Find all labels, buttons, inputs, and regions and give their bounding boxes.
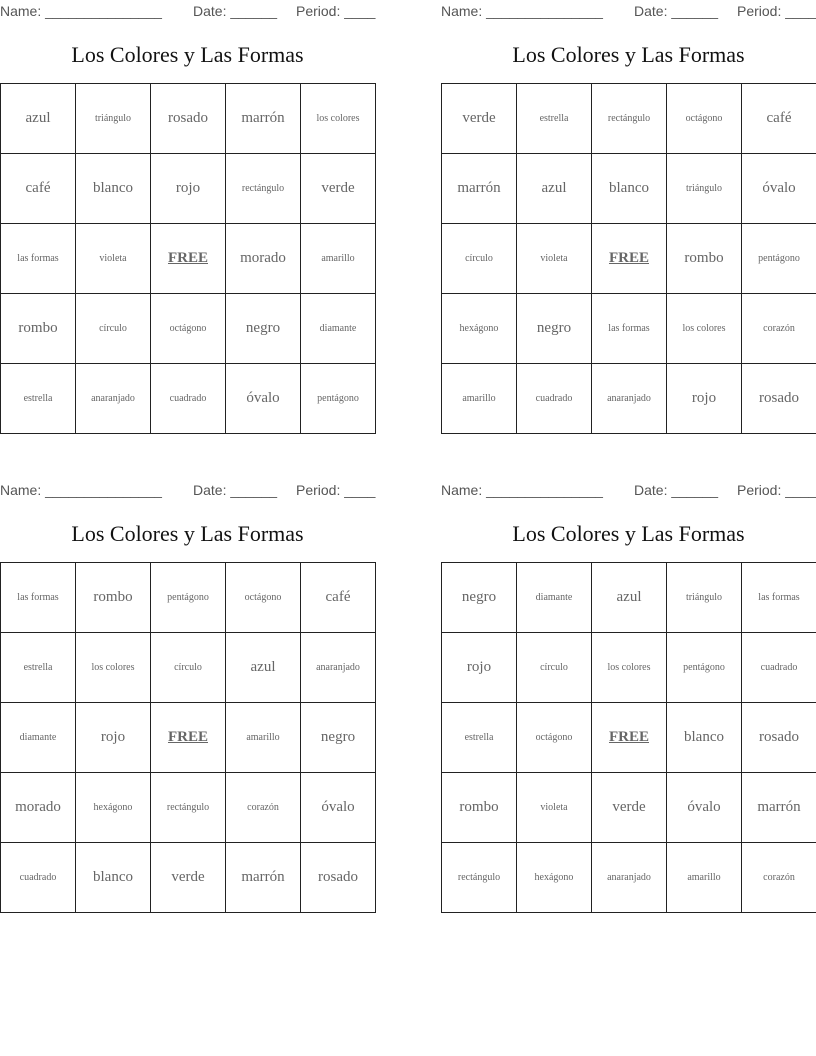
bingo-cell: hexágono [442, 294, 517, 364]
bingo-cell: hexágono [76, 773, 151, 843]
bingo-cell: amarillo [442, 364, 517, 434]
grid-row [442, 294, 816, 364]
bingo-cell: blanco [76, 843, 151, 913]
bingo-cell: óvalo [226, 364, 301, 434]
bingo-cell: pentágono [301, 364, 376, 434]
card-header [0, 480, 376, 500]
grid-row [442, 703, 816, 773]
period-field-label: Period: ____ [296, 3, 376, 19]
free-space: FREE [592, 703, 667, 773]
bingo-cell: negro [226, 294, 301, 364]
bingo-cell: cuadrado [1, 843, 76, 913]
period-field-label: Period: ____ [737, 3, 816, 19]
bingo-cell: octágono [517, 703, 592, 773]
bingo-cell: triángulo [667, 154, 742, 224]
name-field-label: Name: _______________ [441, 482, 603, 498]
bingo-cell: rectángulo [226, 154, 301, 224]
bingo-cell: rosado [301, 843, 376, 913]
bingo-cell: cuadrado [151, 364, 226, 434]
bingo-cell: anaranjado [301, 633, 376, 703]
free-space: FREE [592, 224, 667, 294]
bingo-cell: pentágono [151, 563, 226, 633]
bingo-cell: círculo [442, 224, 517, 294]
bingo-cell: círculo [517, 633, 592, 703]
bingo-cell: triángulo [667, 563, 742, 633]
bingo-cell: violeta [517, 773, 592, 843]
bingo-cell: rosado [151, 84, 226, 154]
free-space: FREE [151, 703, 226, 773]
bingo-grid [441, 562, 816, 913]
bingo-cell: verde [151, 843, 226, 913]
grid-row [442, 364, 816, 434]
grid-row [442, 843, 816, 913]
bingo-cell: marrón [442, 154, 517, 224]
bingo-grid [441, 83, 816, 434]
bingo-cell: rombo [442, 773, 517, 843]
date-field-label: Date: ______ [193, 482, 278, 498]
bingo-cell: estrella [1, 364, 76, 434]
bingo-cell: rombo [1, 294, 76, 364]
card-header [0, 1, 376, 21]
grid-row [442, 84, 816, 154]
bingo-cell: violeta [76, 224, 151, 294]
bingo-grid [0, 562, 376, 913]
name-field-label: Name: _______________ [441, 3, 603, 19]
bingo-cell: pentágono [742, 224, 816, 294]
bingo-cell: rectángulo [592, 84, 667, 154]
bingo-cell: diamante [301, 294, 376, 364]
bingo-cell: estrella [442, 703, 517, 773]
grid-row [1, 703, 376, 773]
bingo-cell: octágono [226, 563, 301, 633]
grid-row [1, 224, 376, 294]
bingo-cell: estrella [1, 633, 76, 703]
bingo-cell: hexágono [517, 843, 592, 913]
bingo-cell: morado [226, 224, 301, 294]
bingo-cell: círculo [76, 294, 151, 364]
bingo-cell: pentágono [667, 633, 742, 703]
bingo-card-1 [0, 0, 376, 440]
bingo-cell: los colores [592, 633, 667, 703]
bingo-cell: amarillo [667, 843, 742, 913]
bingo-cell: los colores [76, 633, 151, 703]
bingo-cell: blanco [592, 154, 667, 224]
bingo-cell: diamante [517, 563, 592, 633]
bingo-cell: rojo [667, 364, 742, 434]
name-field-label: Name: _______________ [0, 482, 162, 498]
bingo-card-3 [0, 479, 376, 919]
bingo-cell: las formas [1, 563, 76, 633]
grid-row [442, 563, 816, 633]
grid-row [1, 843, 376, 913]
bingo-cell: diamante [1, 703, 76, 773]
bingo-cell: azul [517, 154, 592, 224]
grid-row [442, 154, 816, 224]
bingo-cell: verde [442, 84, 517, 154]
bingo-cell: anaranjado [76, 364, 151, 434]
bingo-cell: morado [1, 773, 76, 843]
grid-row [1, 84, 376, 154]
bingo-card-2 [441, 0, 816, 440]
bingo-cell: azul [226, 633, 301, 703]
bingo-cell: blanco [76, 154, 151, 224]
card-header [441, 480, 816, 500]
bingo-cell: óvalo [301, 773, 376, 843]
bingo-cell: negro [517, 294, 592, 364]
bingo-grid [0, 83, 376, 434]
bingo-cell: verde [592, 773, 667, 843]
bingo-cell: corazón [226, 773, 301, 843]
grid-row [442, 224, 816, 294]
bingo-cell: marrón [226, 843, 301, 913]
bingo-cell: blanco [667, 703, 742, 773]
grid-row [1, 154, 376, 224]
bingo-cell: rosado [742, 364, 816, 434]
free-space: FREE [151, 224, 226, 294]
bingo-cell: violeta [517, 224, 592, 294]
bingo-cell: rombo [667, 224, 742, 294]
bingo-cell: triángulo [76, 84, 151, 154]
bingo-cell: rombo [76, 563, 151, 633]
card-title: Los Colores y Las Formas [512, 521, 745, 546]
grid-row [1, 364, 376, 434]
bingo-cell: café [1, 154, 76, 224]
card-title: Los Colores y Las Formas [71, 42, 304, 67]
grid-row [1, 633, 376, 703]
bingo-cell: negro [442, 563, 517, 633]
bingo-cell: rojo [442, 633, 517, 703]
grid-row [1, 294, 376, 364]
card-title: Los Colores y Las Formas [71, 521, 304, 546]
bingo-cell: rosado [742, 703, 816, 773]
bingo-cell: corazón [742, 843, 816, 913]
bingo-cell: círculo [151, 633, 226, 703]
card-header [441, 1, 816, 21]
bingo-cell: óvalo [742, 154, 816, 224]
bingo-cell: anaranjado [592, 843, 667, 913]
bingo-cell: los colores [301, 84, 376, 154]
bingo-cell: cuadrado [742, 633, 816, 703]
grid-row [1, 563, 376, 633]
date-field-label: Date: ______ [193, 3, 278, 19]
period-field-label: Period: ____ [737, 482, 816, 498]
bingo-cell: las formas [592, 294, 667, 364]
bingo-cell: anaranjado [592, 364, 667, 434]
bingo-cell: azul [1, 84, 76, 154]
bingo-cell: azul [592, 563, 667, 633]
bingo-cell: rojo [151, 154, 226, 224]
bingo-cell: amarillo [301, 224, 376, 294]
bingo-cell: óvalo [667, 773, 742, 843]
grid-row [442, 633, 816, 703]
date-field-label: Date: ______ [634, 3, 719, 19]
bingo-cell: estrella [517, 84, 592, 154]
bingo-cell: los colores [667, 294, 742, 364]
bingo-cell: las formas [1, 224, 76, 294]
name-field-label: Name: _______________ [0, 3, 162, 19]
bingo-cell: café [742, 84, 816, 154]
bingo-cell: cuadrado [517, 364, 592, 434]
bingo-cell: verde [301, 154, 376, 224]
bingo-cell: rectángulo [442, 843, 517, 913]
bingo-cell: octágono [667, 84, 742, 154]
card-title: Los Colores y Las Formas [512, 42, 745, 67]
date-field-label: Date: ______ [634, 482, 719, 498]
bingo-cell: octágono [151, 294, 226, 364]
bingo-cell: rojo [76, 703, 151, 773]
bingo-cell: marrón [226, 84, 301, 154]
period-field-label: Period: ____ [296, 482, 376, 498]
bingo-cell: negro [301, 703, 376, 773]
bingo-cell: las formas [742, 563, 816, 633]
grid-row [442, 773, 816, 843]
grid-row [1, 773, 376, 843]
bingo-cell: café [301, 563, 376, 633]
bingo-cell: rectángulo [151, 773, 226, 843]
bingo-cell: corazón [742, 294, 816, 364]
bingo-card-4 [441, 479, 816, 919]
bingo-cell: amarillo [226, 703, 301, 773]
bingo-cell: marrón [742, 773, 816, 843]
